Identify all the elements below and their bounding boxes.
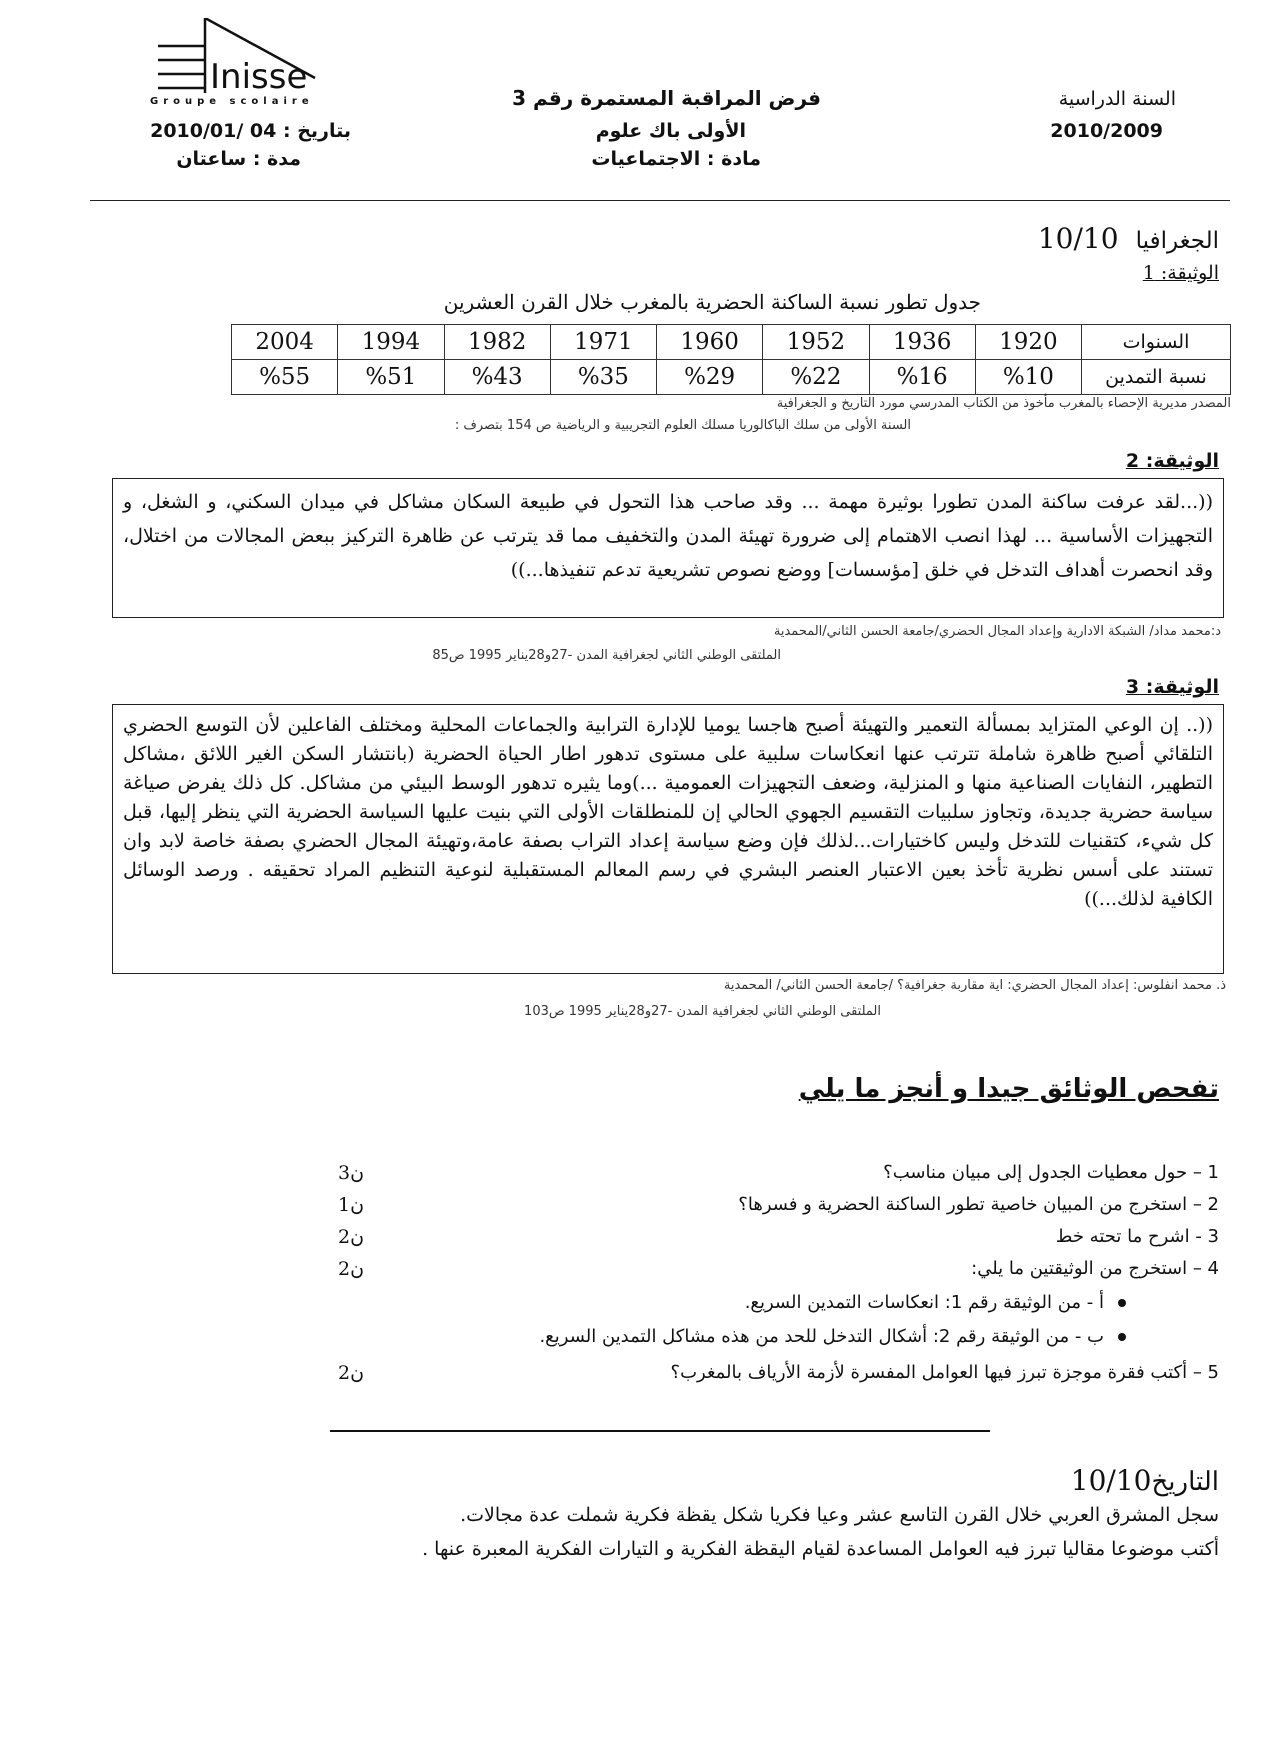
doc3-label: الوثيقة: 3	[1125, 676, 1219, 698]
table-row-years	[232, 325, 1231, 360]
geography-heading	[1038, 222, 1219, 255]
subject-line: مادة : الاجتماعيات	[591, 148, 761, 170]
logo-name: Inisse	[210, 57, 308, 97]
doc3-source-1: ذ. محمد انفلوس: إعداد المجال الحضري: اية مقاربة جغرافية؟ /جامعة الحسن الثاني/ المحمدية	[723, 978, 1226, 993]
history-heading	[1071, 1464, 1219, 1497]
doc3-text-box	[112, 704, 1224, 974]
question-4a	[745, 1292, 1126, 1313]
table-row-rates	[232, 360, 1231, 395]
rate-cell: %10	[975, 360, 1081, 395]
doc1-label: الوثيقة: 1	[1142, 262, 1219, 284]
history-score: 10/10	[1070, 1464, 1152, 1497]
history-line-2: أكتب موضوعا مقاليا تبرز فيه العوامل المساعدة لقيام اليقظة الفكرية و التيارات الفكرية المعبرة عنها .	[422, 1538, 1219, 1560]
question-5-points: 2ن	[338, 1362, 365, 1384]
geography-score: 10/10	[1037, 222, 1119, 255]
level-line: الأولى باك علوم	[595, 120, 746, 142]
doc3-source-2: الملتقى الوطني الثاني لجغرافية المدن -27و28يناير 1995 ص103	[524, 1004, 881, 1019]
question-3-points: 2ن	[338, 1226, 365, 1248]
doc1-source-2: السنة الأولى من سلك الباكالوريا مسلك العلوم التجريبية و الرياضية ص 154 بتصرف :	[454, 418, 911, 433]
year-value: 2010/2009	[1050, 120, 1163, 142]
question-2: 2 – استخرج من المبيان خاصية تطور الساكنة الحضرية و فسرها؟	[738, 1194, 1219, 1215]
doc2-source-1: د:محمد مداد/ الشبكة الادارية وإعداد المجال الحضري/جامعة الحسن الثاني/المحمدية	[773, 624, 1221, 639]
doc2-label: الوثيقة: 2	[1125, 450, 1219, 472]
year-cell: 1952	[763, 325, 869, 360]
doc3-text: ((.. إن الوعي المتزايد بمسألة التعمير والتهيئة أصبح هاجسا يوميا للإدارة الترابية والجماعات المحلية ومختلف الفاعلين لأن التوسع الحضري التلقائي أصبح ظاهرة شاملة تترتب عنها انعكاسات سلبية على مستوى تدهور اطار الحياة الحضرية (بانتشار السكن الغير اللائق ،مشاكل التطهير، النفايات الصناعية منها و المنزلية، وضعف التجهيزات العمومية ...)وما يثيره تدهور الوسط البيئي من مشاكل. كل ذلك يفرض صياغة سياسة حضرية جديدة، وتجاوز سلبيات التقسيم الجهوي الحالي إن للمنطلقات الأولى التي بنيت عليها السياسة الحضرية التي ينظر إليها، قبل كل شيء، كتقنيات للتدخل وليس كاختيارات...لذلك فإن وضع سياسة إعداد التراب بصفة عامة،وتهيئة المجال الحضري بصفة خاصة لابد وان تستند على أسس نظرية تأخذ بعين الاعتبار العنصر البشري في رسم المعالم المستقبلية لنوعية التنظيم المراد تحقيقه . ورصد الوسائل الكافية لذلك...))	[123, 714, 1213, 910]
question-4: 4 – استخرج من الوثيقتين ما يلي:	[971, 1258, 1219, 1279]
rate-cell: %43	[444, 360, 550, 395]
question-2-points: 1ن	[338, 1194, 365, 1216]
logo-graphic	[150, 18, 365, 108]
bullet-icon	[1118, 1299, 1126, 1307]
school-logo	[150, 18, 365, 108]
header-divider	[90, 200, 1230, 201]
question-4a-text: أ - من الوثيقة رقم 1: انعكاسات التمدين السريع.	[744, 1292, 1104, 1313]
table-row-label: نسبة التمدين	[1082, 360, 1231, 395]
rate-cell: %16	[869, 360, 975, 395]
question-1: 1 – حول معطيات الجدول إلى مبيان مناسب؟	[883, 1162, 1219, 1183]
rate-cell: %35	[550, 360, 656, 395]
history-line-1: سجل المشرق العربي خلال القرن التاسع عشر وعيا فكريا شكل يقظة فكرية شملت عدة مجالات.	[460, 1504, 1219, 1526]
exam-title: فرض المراقبة المستمرة رقم 3	[512, 86, 821, 110]
question-4b	[539, 1326, 1126, 1347]
history-title: التاريخ	[1151, 1467, 1219, 1497]
rate-cell: %29	[657, 360, 763, 395]
question-4b-text: ب - من الوثيقة رقم 2: أشكال التدخل للحد من هذه مشاكل التمدين السريع.	[539, 1326, 1104, 1347]
year-cell: 1960	[657, 325, 763, 360]
year-cell: 1971	[550, 325, 656, 360]
rate-cell: %55	[232, 360, 338, 395]
doc1-source-1: المصدر مديرية الإحصاء بالمغرب مأخوذ من الكتاب المدرسي مورد التاريخ و الجغرافية	[776, 396, 1231, 411]
doc1-caption: جدول تطور نسبة الساكنة الحضرية بالمغرب خلال القرن العشرين	[443, 290, 981, 314]
year-cell: 1982	[444, 325, 550, 360]
rate-cell: %22	[763, 360, 869, 395]
year-cell: 2004	[232, 325, 338, 360]
doc2-source-2: الملتقى الوطني الثاني لجغرافية المدن -27و28يناير 1995 ص85	[432, 648, 781, 663]
geography-title: الجغرافيا	[1135, 228, 1219, 254]
section-divider	[330, 1430, 990, 1432]
question-3: 3 - اشرح ما تحته خط	[1055, 1226, 1219, 1247]
tasks-heading: تفحص الوثائق جيدا و أنجز ما يلي	[798, 1074, 1219, 1104]
question-5: 5 – أكتب فقرة موجزة تبرز فيها العوامل المفسرة لأزمة الأرياف بالمغرب؟	[670, 1362, 1219, 1383]
logo-tagline: Groupe scolaire	[150, 96, 314, 107]
urbanization-table	[231, 324, 1231, 395]
rate-cell: %51	[338, 360, 444, 395]
question-4-points: 2ن	[338, 1258, 365, 1280]
doc2-text: ((...لقد عرفت ساكنة المدن تطورا بوثيرة مهمة ... وقد صاحب هذا التحول في طبيعة السكان مشاكل في ميدان السكني، و الشغل، و التجهيزات الأساسية ... لهذا انصب الاهتمام إلى ضرورة تهيئة المدن والتخفيف مما قد يترتب عن ظاهرة التركيز ببعض المجالات من اختلال، وقد انحصرت أهداف التدخل في خلق [مؤسسات] ووضع نصوص تشريعية تدعم تنفيذها...))	[123, 491, 1213, 581]
table-row-label: السنوات	[1082, 325, 1231, 360]
doc2-text-box	[112, 478, 1224, 618]
year-cell: 1936	[869, 325, 975, 360]
question-1-points: 3ن	[338, 1162, 365, 1184]
duration-line: مدة : ساعتان	[176, 148, 301, 170]
year-cell: 1994	[338, 325, 444, 360]
year-cell: 1920	[975, 325, 1081, 360]
year-label: السنة الدراسية	[1058, 88, 1176, 110]
bullet-icon	[1118, 1333, 1126, 1341]
date-line: بتاريخ : 04 /2010/01	[150, 120, 351, 142]
